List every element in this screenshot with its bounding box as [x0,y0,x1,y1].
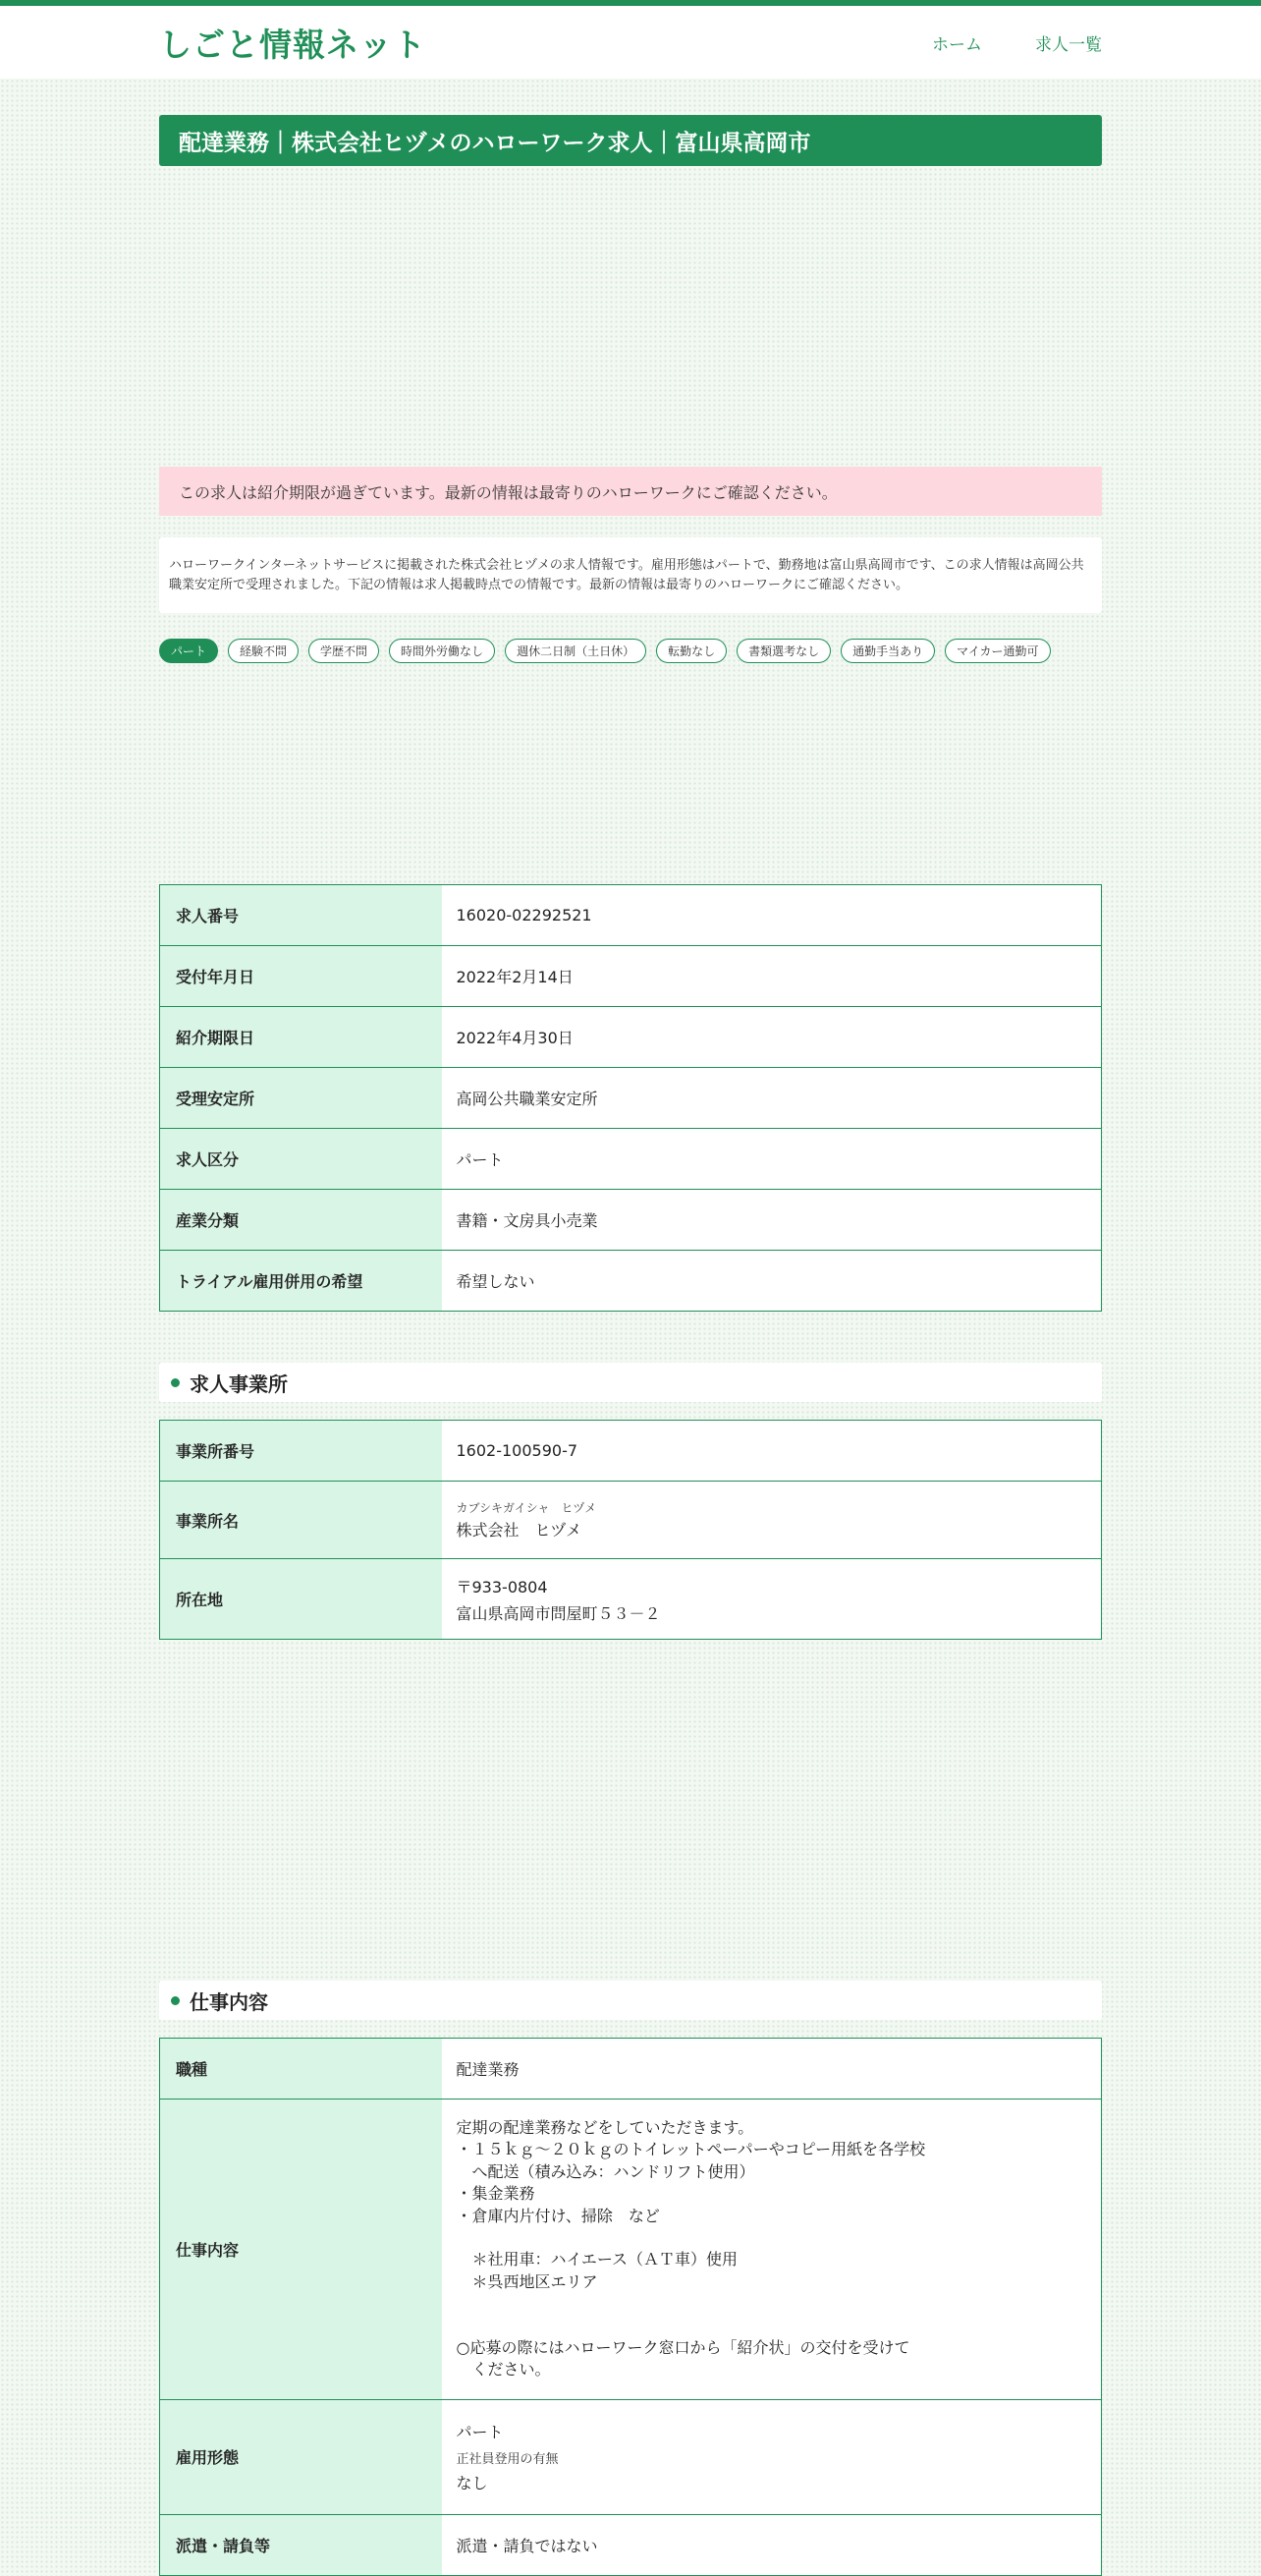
row-label: トライアル雇用併用の希望 [160,1251,442,1312]
office-name-ruby: カブシキガイシャ ヒヅメ [456,1501,597,1515]
category-value: パート [442,1129,1102,1190]
employment-value: パート [456,2423,504,2442]
office-name-value: 株式会社 ヒヅメ [456,1521,582,1540]
nav-job-list-link[interactable]: 求人一覧 [1035,34,1102,55]
row-label: 紹介期限日 [160,1007,442,1068]
ad-space [159,1640,1102,1981]
job-number-value: 16020-02292521 [442,885,1102,946]
office-info-table [159,1420,1102,1640]
row-label: 派遣・請負等 [160,2514,442,2575]
table-row [160,1007,1102,1068]
table-row [160,2514,1102,2575]
received-date-value: 2022年2月14日 [442,946,1102,1007]
table-row [160,2100,1102,2400]
row-label: 事業所名 [160,1482,442,1559]
table-row [160,1190,1102,1251]
tag-no-document-screening[interactable]: 書類選考なし [737,639,831,663]
table-row [160,1421,1102,1482]
employment-cell [442,2399,1102,2514]
bullet-icon [171,1378,180,1387]
ad-space [159,663,1102,884]
postal-code: 〒933-0804 [456,1577,548,1596]
regular-employment-label: 正社員登用の有無 [456,2452,559,2468]
table-row [160,1251,1102,1312]
site-header [0,6,1261,79]
row-label: 仕事内容 [160,2100,442,2400]
row-label: 求人番号 [160,885,442,946]
tag-no-education[interactable]: 学歴不問 [308,639,379,663]
tag-part-time[interactable]: パート [159,639,218,663]
job-type-value: 配達業務 [442,2039,1102,2100]
dispatch-value: 派遣・請負ではない [442,2514,1102,2575]
row-label: 所在地 [160,1559,442,1640]
office-name-cell [442,1482,1102,1559]
table-row [160,946,1102,1007]
expired-notice: この求人は紹介期限が過ぎています。最新の情報は最寄りのハローワークにご確認ください。 [159,467,1102,516]
tag-weekends-off[interactable]: 週休二日制（土日休） [505,639,646,663]
table-row [160,1482,1102,1559]
row-label: 求人区分 [160,1129,442,1190]
deadline-value: 2022年4月30日 [442,1007,1102,1068]
office-number-value: 1602-100590-7 [442,1421,1102,1482]
regular-employment-value: なし [456,2474,488,2493]
tag-no-transfer[interactable]: 転勤なし [656,639,727,663]
job-info-table [159,2038,1102,2576]
address-cell [442,1559,1102,1640]
table-row [160,1559,1102,1640]
job-description-summary: ハローワークインターネットサービスに掲載された株式会社ヒヅメの求人情報です。雇用形態はパートで、勤務地は富山県高岡市です、この求人情報は高岡公共職業安定所で受理されました。下記の情報は求人掲載時点での情報です。最新の情報は最寄りのハローワークにご確認ください。 [159,537,1102,613]
tag-no-overtime[interactable]: 時間外労働なし [389,639,495,663]
basic-info-table [159,884,1102,1312]
trial-value: 希望しない [442,1251,1102,1312]
address-value: 富山県高岡市問屋町５３－２ [456,1603,661,1623]
ad-space [159,166,1102,467]
section-heading-text: 求人事業所 [190,1372,288,1396]
table-row [160,1068,1102,1129]
tag-no-experience[interactable]: 経験不問 [228,639,299,663]
row-label: 事業所番号 [160,1421,442,1482]
row-label: 職種 [160,2039,442,2100]
row-label: 受理安定所 [160,1068,442,1129]
section-heading-text: 仕事内容 [190,1989,268,2014]
office-value: 高岡公共職業安定所 [442,1068,1102,1129]
table-row [160,885,1102,946]
row-label: 受付年月日 [160,946,442,1007]
job-content-value: 定期の配達業務などをしていただきます。 ・１５ｋｇ～２０ｋｇのトイレットペーパーやコピー用紙を各学校 へ配送（積み込み：ハンドリフト使用） ・集金業務 ・倉庫内片付け、掃除 など ＊社用車：ハイエース（ＡＴ車）使用 ＊呉西地区エリア ○応募の際にはハローワーク窓口から「紹介状」の交付を受けて ください。 [442,2100,1102,2400]
site-logo[interactable]: しごと情報ネット [159,25,426,64]
nav-home-link[interactable]: ホーム [932,34,982,55]
row-label: 産業分類 [160,1190,442,1251]
page-title: 配達業務｜株式会社ヒヅメのハローワーク求人｜富山県高岡市 [159,115,1102,166]
industry-value: 書籍・文房具小売業 [442,1190,1102,1251]
table-row [160,2399,1102,2514]
main-content [159,115,1102,2576]
table-row [160,2039,1102,2100]
main-nav [932,30,1102,55]
row-label: 雇用形態 [160,2399,442,2514]
section-heading-job [159,1981,1102,2020]
tag-list [159,639,1102,663]
bullet-icon [171,1996,180,2005]
tag-car-commute[interactable]: マイカー通勤可 [945,639,1050,663]
table-row [160,1129,1102,1190]
tag-commute-allowance[interactable]: 通勤手当あり [841,639,935,663]
section-heading-office [159,1363,1102,1402]
